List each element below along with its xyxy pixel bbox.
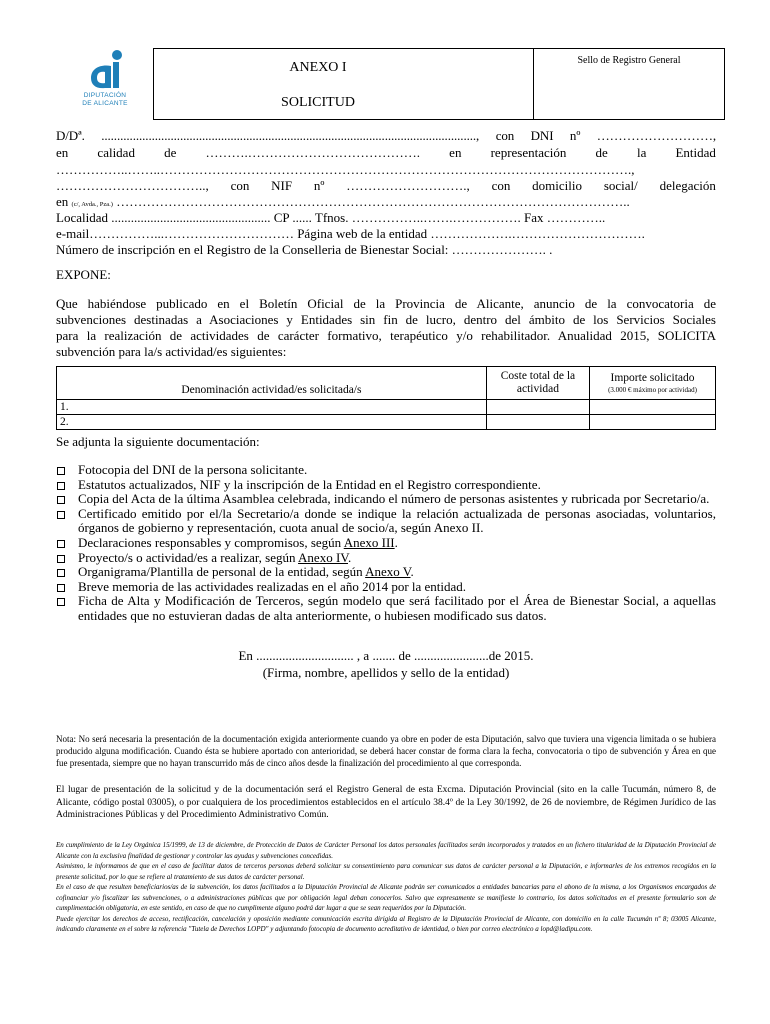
list-item[interactable]: Ficha de Alta y Modificación de Terceros, según modelo que será facilitado por el Área de Bienestar Social, a aquellas entidades que no estuvieran dadas de alta anteriormente, o hubiesen modificado sus datos.: [56, 594, 716, 623]
list-item[interactable]: Organigrama/Plantilla de personal de la entidad, según Anexo V.: [56, 565, 716, 580]
checkbox-icon[interactable]: [57, 467, 65, 475]
data-protection-notice: En cumplimiento de la Ley Orgánica 15/1999, de 13 de diciembre, de Protección de Datos de Carácter Personal los datos personales facilitados serán incorporados y tratados en un fichero titularidad de la Diputación Provincial de Alicante con la exclusiva finalidad de gestionar y controlar las ayudas y subvenciones concedidas. Asimismo, le informamos de que en el caso de facilitar datos de terceros personas deberá solicitar su consentimiento para comunicar sus datos de carácter personal a la Diputación, e informarles de los extremos recogidos en la presente solicitud, por lo que se refiere al tratamiento de sus datos de carácter personal. En el caso de que resulten beneficiarios/as de la subvención, los datos facilitados a la Diputación Provincial de Alicante podrán ser comunicados a entidades bancarias para el abono de la misma, a los Organismos encargados de cofinanciar y/o fiscalizar las subvenciones, o a administraciones públicas que por obligación legal deban conocerlos. Salvo que expresamente se manifieste lo contrario, los datos solicitados en el presente formulario son de cumplimentación obligatoria, en este sentido, en caso de que no cumplimente alguno podrá dar lugar a que se sean requeridos por la Diputación. Puede ejercitar los derechos de acceso, rectificación, cancelación y oposición mediante comunicación escrita dirigida al Registro de la Diputación Provincial de Alicante, con domicilio en la calle Tucumán nº 8; 03005 Alicante, indicando claramente en el sobre la referencia "Tutela de Derechos LOPD" y adjuntando fotocopia de documento acreditativo de identidad, o bien por correo electrónico a lopd@ladipu.com.: [56, 841, 716, 933]
diputacion-logo-icon: [83, 48, 127, 92]
total-cost-header: Coste total de la actividad: [486, 367, 589, 400]
annex-title: ANEXO I: [289, 60, 347, 75]
activities-table: [56, 366, 716, 430]
list-item[interactable]: Copia del Acta de la última Asamblea celebrada, indicando el número de personas asistentes y rubricada por Secretario/a.: [56, 492, 716, 507]
activity-name-header: Denominación actividad/es solicitada/s: [57, 367, 487, 400]
list-item[interactable]: Estatutos actualizados, NIF y la inscripción de la Entidad en el Registro correspondiente.: [56, 478, 716, 493]
table-row[interactable]: 1.: [57, 400, 716, 415]
checkbox-icon[interactable]: [57, 598, 65, 606]
expone-line-3: para la realización de actividades de carácter formativo, terapéutico y/o rehabilitador. Anualidad 2015, SOLICITA: [56, 328, 716, 343]
list-item[interactable]: Certificado emitido por el/la Secretario/a donde se indique la relación actualizada de personas asociadas, voluntarios, órganos de gobierno y representación, cuota anual de socio/a, según Anexo II.: [56, 507, 716, 536]
request-title: SOLICITUD: [281, 95, 355, 110]
entity-name-line[interactable]: ……………..……..……………………………………………………………………………………………….,: [56, 162, 635, 177]
street-line[interactable]: en (c/, Avda., Pza.) ………………………………………………………………………………………………………..: [56, 194, 630, 209]
locality-phone-fax-line[interactable]: Localidad ................................................. CP ...... Tfnos. ……………..…….……………. Fax …………..: [56, 210, 606, 225]
table-header: [57, 367, 716, 400]
table-row[interactable]: 2.: [57, 415, 716, 430]
list-item[interactable]: Declaraciones responsables y compromisos, según Anexo III.: [56, 536, 716, 551]
email-website-line[interactable]: e-mail……………...………………………… Página web de la entidad ……………….………………………….: [56, 226, 645, 241]
capacity-line[interactable]: en calidad de ……….…………………………………. en representación de la Entidad: [56, 145, 716, 160]
checkbox-icon[interactable]: [57, 511, 65, 519]
nif-address-line[interactable]: …………………………….., con NIF nº ………………………., con domicilio social/ delegación: [56, 178, 716, 193]
submission-place-paragraph: El lugar de presentación de la solicitud y de la documentación será el Registro General de esta Excma. Diputación Provincial (sito en la calle Tucumán, número 8, de Alicante, código postal 03005), o por cualquiera de los procedimientos establecidos en el artículo 38.4º de la Ley 30/1992, de 26 de noviembre, de Régimen Jurídico de las Administraciones Públicas y del Procedimiento Administrativo Común.: [56, 785, 716, 821]
registry-stamp-label: Sello de Registro General: [577, 55, 681, 66]
annex-link[interactable]: Anexo V: [365, 564, 411, 580]
applicant-name-line[interactable]: D/Dª. ......................................................................................................................., con DNI nº ………………………,: [56, 128, 716, 143]
list-item[interactable]: Breve memoria de las actividades realizadas en el año 2014 por la entidad.: [56, 580, 716, 595]
checkbox-icon[interactable]: [57, 555, 65, 563]
expone-heading: EXPONE:: [56, 267, 111, 282]
checkbox-icon[interactable]: [57, 584, 65, 592]
annex-link[interactable]: Anexo IV: [298, 549, 348, 565]
signature-caption: (Firma, nombre, apellidos y sello de la entidad): [262, 665, 510, 680]
documentation-heading: Se adjunta la siguiente documentación:: [56, 434, 260, 449]
expone-line-1: Que habiéndose publicado en el Boletín Oficial de la Provincia de Alicante, anuncio de la convocatoria de: [56, 296, 716, 311]
checkbox-icon[interactable]: [57, 569, 65, 577]
org-line-2: DE ALICANTE: [82, 100, 128, 107]
expone-line-4: subvención para la/s actividad/es siguientes:: [56, 344, 287, 359]
requested-amount-header: Importe solicitado (3.000 € máximo por actividad): [590, 367, 716, 400]
documentation-list: [56, 463, 716, 624]
org-line-1: DIPUTACIÓN: [83, 92, 127, 99]
note-paragraph: Nota: No será necesaria la presentación de la documentación exigida anteriormente cuando ya obre en poder de esta Diputación, salvo que tuviera una vigencia limitada o se hubiera producido alguna modificación. Cuando ésta se hubiere aportado con anterioridad, se deberá hacer constar de forma clara la fecha, convocatoria o tipo de subvención y Área en que fue presentada, siempre que no hayan transcurrido más de cinco años desde la finalización del procedimiento al que corresponda.: [56, 734, 716, 769]
checkbox-icon[interactable]: [57, 496, 65, 504]
checkbox-icon[interactable]: [57, 540, 65, 548]
registry-number-line[interactable]: Número de inscripción en el Registro de la Conselleria de Bienestar Social: …………………. .: [56, 242, 553, 257]
annex-link[interactable]: Anexo III: [343, 534, 395, 550]
checkbox-icon[interactable]: [57, 482, 65, 490]
signature-place-date[interactable]: En .............................. , a ....... de .......................de 2015.: [238, 648, 534, 663]
list-item[interactable]: Fotocopia del DNI de la persona solicitante.: [56, 463, 716, 478]
diputacion-logo: [60, 48, 150, 118]
list-item[interactable]: Proyecto/s o actividad/es a realizar, según Anexo IV.: [56, 551, 716, 566]
expone-line-2: subvenciones destinadas a Asociaciones y Entidades sin fin de lucro, dentro del ámbito de los Servicios Sociales: [56, 312, 716, 327]
